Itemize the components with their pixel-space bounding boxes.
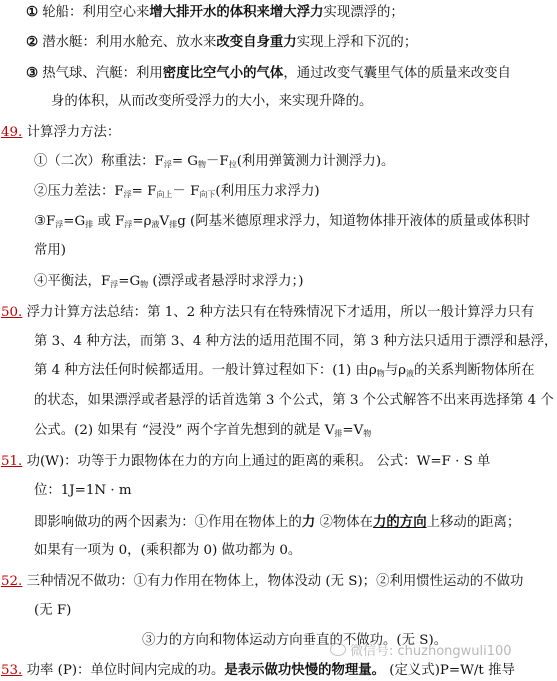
section-50-line2: 第 3、4 种方法，而第 3、4 种方法的适用范围不同，第 3 种方法只适用于漂浮和悬浮， xyxy=(34,334,557,349)
ship-item: ① 轮船：利用空心来增大排开水的体积来增大浮力实现漂浮的； xyxy=(26,4,404,20)
section-52-line3: ③力的方向和物体运动方向垂直的不做功。(无 S)。 xyxy=(142,633,448,648)
balloon-item: ③ 热气球、汽艇：利用密度比空气小的气体，通过改变气囊里气体的质量来改变自 xyxy=(26,65,511,81)
section-50-line5: 公式。(2) 如果有 “浸没” 两个字首先想到的就是 $V_排=V_物$ xyxy=(34,423,372,438)
item-number: 50. xyxy=(1,305,23,320)
section-49-title: 49. 计算浮力方法： xyxy=(1,125,121,140)
section-52-line1: 52. 三种情况不做功：①有力作用在物体上，物体没动 (无 S)；②利用惯性运动的不做功 xyxy=(1,574,524,589)
balloon-item-cont: 身的体积，从而改变所受浮力的大小，来实现升降的。 xyxy=(51,94,373,109)
section-51-line4: 如果有一项为 0，(乘积都为 0) 做功都为 0。 xyxy=(34,543,302,558)
method-weighing: ①（二次）称重法：$F_浮= G_物-F_拉$(利用弹簧测力计测浮力)。 xyxy=(34,154,395,169)
section-51-line1: 51. 功(W)：功等于力跟物体在力的方向上通过的距离的乘积。 公式：W=F · S 单 xyxy=(1,454,491,469)
item-number: 49. xyxy=(1,125,23,140)
section-50-line3: 第 4 种方法任何时候都适用。一般计算过程如下：(1) 由$\rho_物$与$\rho_液$的关系判断物体所在 xyxy=(34,363,535,378)
item-number: 53. xyxy=(1,663,23,678)
wechat-icon xyxy=(330,643,346,656)
section-50-line1: 50. 浮力计算方法总结：第 1、2 种方法只有在特殊情况下才适用，所以一般计算浮力只有 xyxy=(1,305,535,320)
item-number: 52. xyxy=(1,574,23,589)
circled-number: ① xyxy=(26,4,39,20)
section-53-line1: 53. 功率 (P)：单位时间内完成的功。是表示做功快慢的物理量。 (定义式)P=W/t 推导 xyxy=(1,662,515,678)
method-pressure-difference: ②压力差法：$F_浮= F_{向上}- F_{向下}$(利用压力求浮力) xyxy=(34,184,320,199)
section-51-line3: 即影响做功的两个因素为：①作用在物体上的力 ②物体在力的方向上移动的距离； xyxy=(34,514,521,530)
section-50-line4: 的状态，如果漂浮或者悬浮的话首选第 3 个公式，第 3 个公式解答不出来再选择第 4 个 xyxy=(34,393,554,408)
section-52-line2: (无 F) xyxy=(34,603,72,618)
method-archimedes: $③F_浮=G_排$ 或 $F_浮=\rho_液V_排g$ (阿基米德原理求浮力，知道物体排开液体的质量或体积时 xyxy=(34,214,531,229)
method-archimedes-cont: 常用) xyxy=(34,243,67,258)
circled-number: ② xyxy=(26,34,39,50)
circled-number: ③ xyxy=(26,65,39,81)
item-number: 51. xyxy=(1,454,23,469)
method-equilibrium: ④平衡法，$F_浮=G_物$ (漂浮或者悬浮时求浮力；) xyxy=(34,274,304,289)
submarine-item: ② 潜水艇：利用水舱充、放水来改变自身重力实现上浮和下沉的； xyxy=(26,34,418,50)
watermark: 微信号: chuzhongwuli100 xyxy=(330,640,512,659)
section-51-line2: 位：1J=1N · m xyxy=(34,483,132,498)
